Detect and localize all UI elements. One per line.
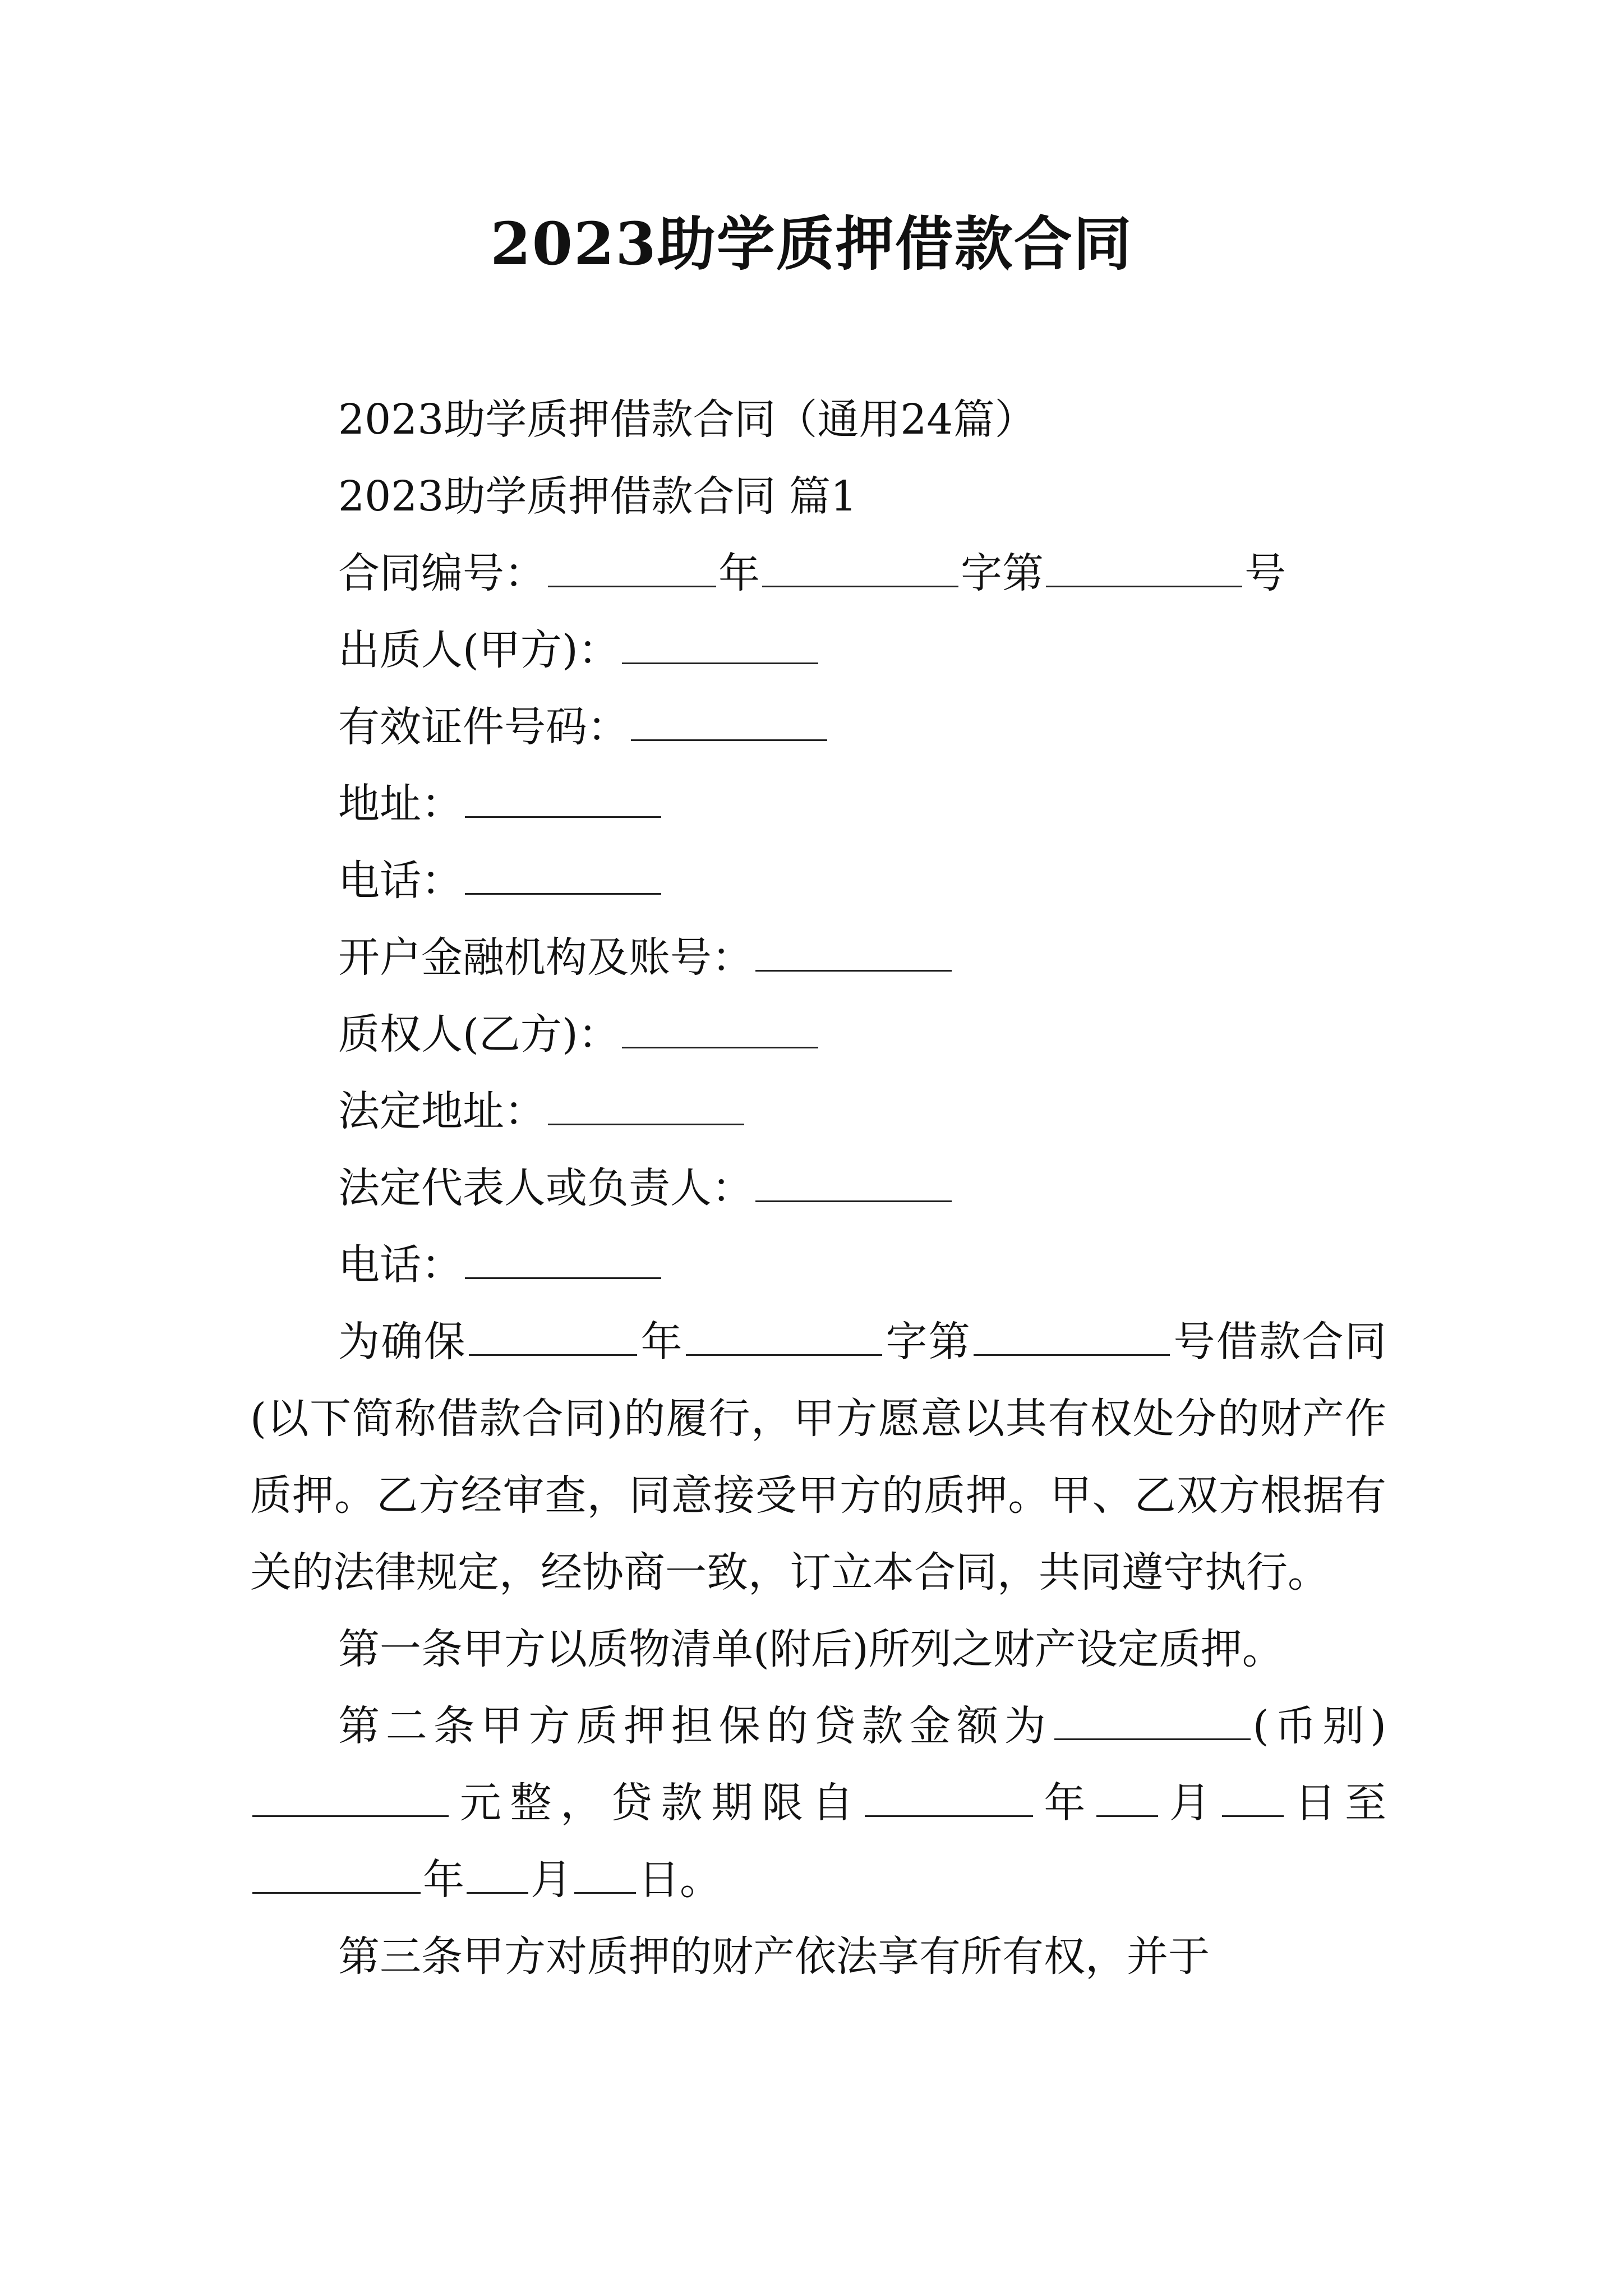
bank-account-label: 开户金融机构及账号： — [338, 933, 753, 982]
phone2-label: 电话： — [338, 1241, 463, 1289]
word-blank[interactable] — [762, 545, 958, 587]
intro-paragraph — [250, 1304, 1386, 1611]
pledgor-line — [250, 612, 1386, 689]
phone2-line — [250, 1227, 1386, 1304]
contract-number-label: 合同编号： — [338, 549, 546, 597]
article2-text-8: 月 — [531, 1856, 572, 1904]
legal-address-line — [250, 1073, 1386, 1150]
intro-number-blank[interactable] — [974, 1314, 1170, 1356]
legal-rep-line — [250, 1150, 1386, 1227]
id-number-label: 有效证件号码： — [338, 703, 629, 751]
word-number-text: 字第 — [961, 549, 1044, 597]
currency-amount-blank[interactable] — [252, 1775, 449, 1817]
article2-text-2: (币别) — [1252, 1702, 1387, 1750]
start-day-blank[interactable] — [1222, 1775, 1284, 1817]
bank-account-blank[interactable] — [755, 930, 952, 972]
contract-number-line — [250, 535, 1386, 612]
article-2 — [250, 1688, 1386, 1918]
article2-text-9: 日。 — [638, 1856, 721, 1904]
intro-text-4: 号借款合同(以下简称借款合同)的履行，甲方愿意以其有权处分的财产作质押。乙方经审查，同意接受甲方的质押。甲、乙双方根据有关的法律规定，经协商一致，订立本合同，共同遵守执行。 — [250, 1318, 1387, 1596]
legal-address-label: 法定地址： — [338, 1087, 546, 1135]
pledgor-blank[interactable] — [622, 622, 818, 664]
phone-blank[interactable] — [465, 853, 661, 895]
article-3: 第三条甲方对质押的财产依法享有所有权，并于 — [338, 1932, 1210, 1981]
article2-text-5: 月 — [1160, 1779, 1220, 1827]
number-text: 号 — [1244, 549, 1286, 597]
year-text: 年 — [718, 549, 760, 597]
loan-amount-blank[interactable] — [1054, 1698, 1251, 1740]
address-blank[interactable] — [465, 776, 661, 818]
pledgee-line — [250, 996, 1386, 1073]
phone-label: 电话： — [338, 857, 463, 905]
subtitle-line: 2023助学质押借款合同（通用24篇） — [338, 395, 1036, 444]
document-body — [250, 381, 1386, 1995]
article2-text-7: 年 — [423, 1856, 464, 1904]
phone-line — [250, 843, 1386, 919]
intro-text-2: 年 — [639, 1318, 684, 1366]
article2-text-3: 元整，贷款期限自 — [451, 1779, 863, 1827]
section-heading: 2023助学质押借款合同 篇1 — [338, 472, 857, 521]
document-title: 2023助学质押借款合同 — [490, 209, 1133, 278]
intro-word-blank[interactable] — [686, 1314, 882, 1356]
legal-rep-label: 法定代表人或负责人： — [338, 1164, 753, 1212]
intro-text-1: 为确保 — [338, 1318, 467, 1366]
intro-text-3: 字第 — [884, 1318, 972, 1366]
pledgor-label: 出质人(甲方)： — [338, 626, 620, 674]
year-blank[interactable] — [548, 545, 716, 587]
pledgee-label: 质权人(乙方)： — [338, 1010, 620, 1059]
phone2-blank[interactable] — [465, 1237, 661, 1279]
end-day-blank[interactable] — [574, 1852, 636, 1894]
intro-year-blank[interactable] — [469, 1314, 637, 1356]
id-number-blank[interactable] — [631, 699, 827, 741]
article2-text-1: 第二条甲方质押担保的贷款金额为 — [338, 1702, 1052, 1750]
address-label: 地址： — [338, 780, 463, 828]
legal-rep-blank[interactable] — [755, 1160, 952, 1202]
article2-text-6: 日至 — [1285, 1779, 1387, 1827]
number-blank[interactable] — [1046, 545, 1242, 587]
article2-text-4: 年 — [1035, 1779, 1095, 1827]
id-number-line — [250, 689, 1386, 766]
start-month-blank[interactable] — [1096, 1775, 1158, 1817]
pledgee-blank[interactable] — [622, 1006, 818, 1048]
start-year-blank[interactable] — [865, 1775, 1033, 1817]
end-month-blank[interactable] — [467, 1852, 528, 1894]
legal-address-blank[interactable] — [548, 1083, 744, 1125]
address-line — [250, 766, 1386, 843]
bank-account-line — [250, 919, 1386, 996]
article-1: 第一条甲方以质物清单(附后)所列之财产设定质押。 — [338, 1625, 1284, 1673]
end-year-blank[interactable] — [252, 1852, 421, 1894]
